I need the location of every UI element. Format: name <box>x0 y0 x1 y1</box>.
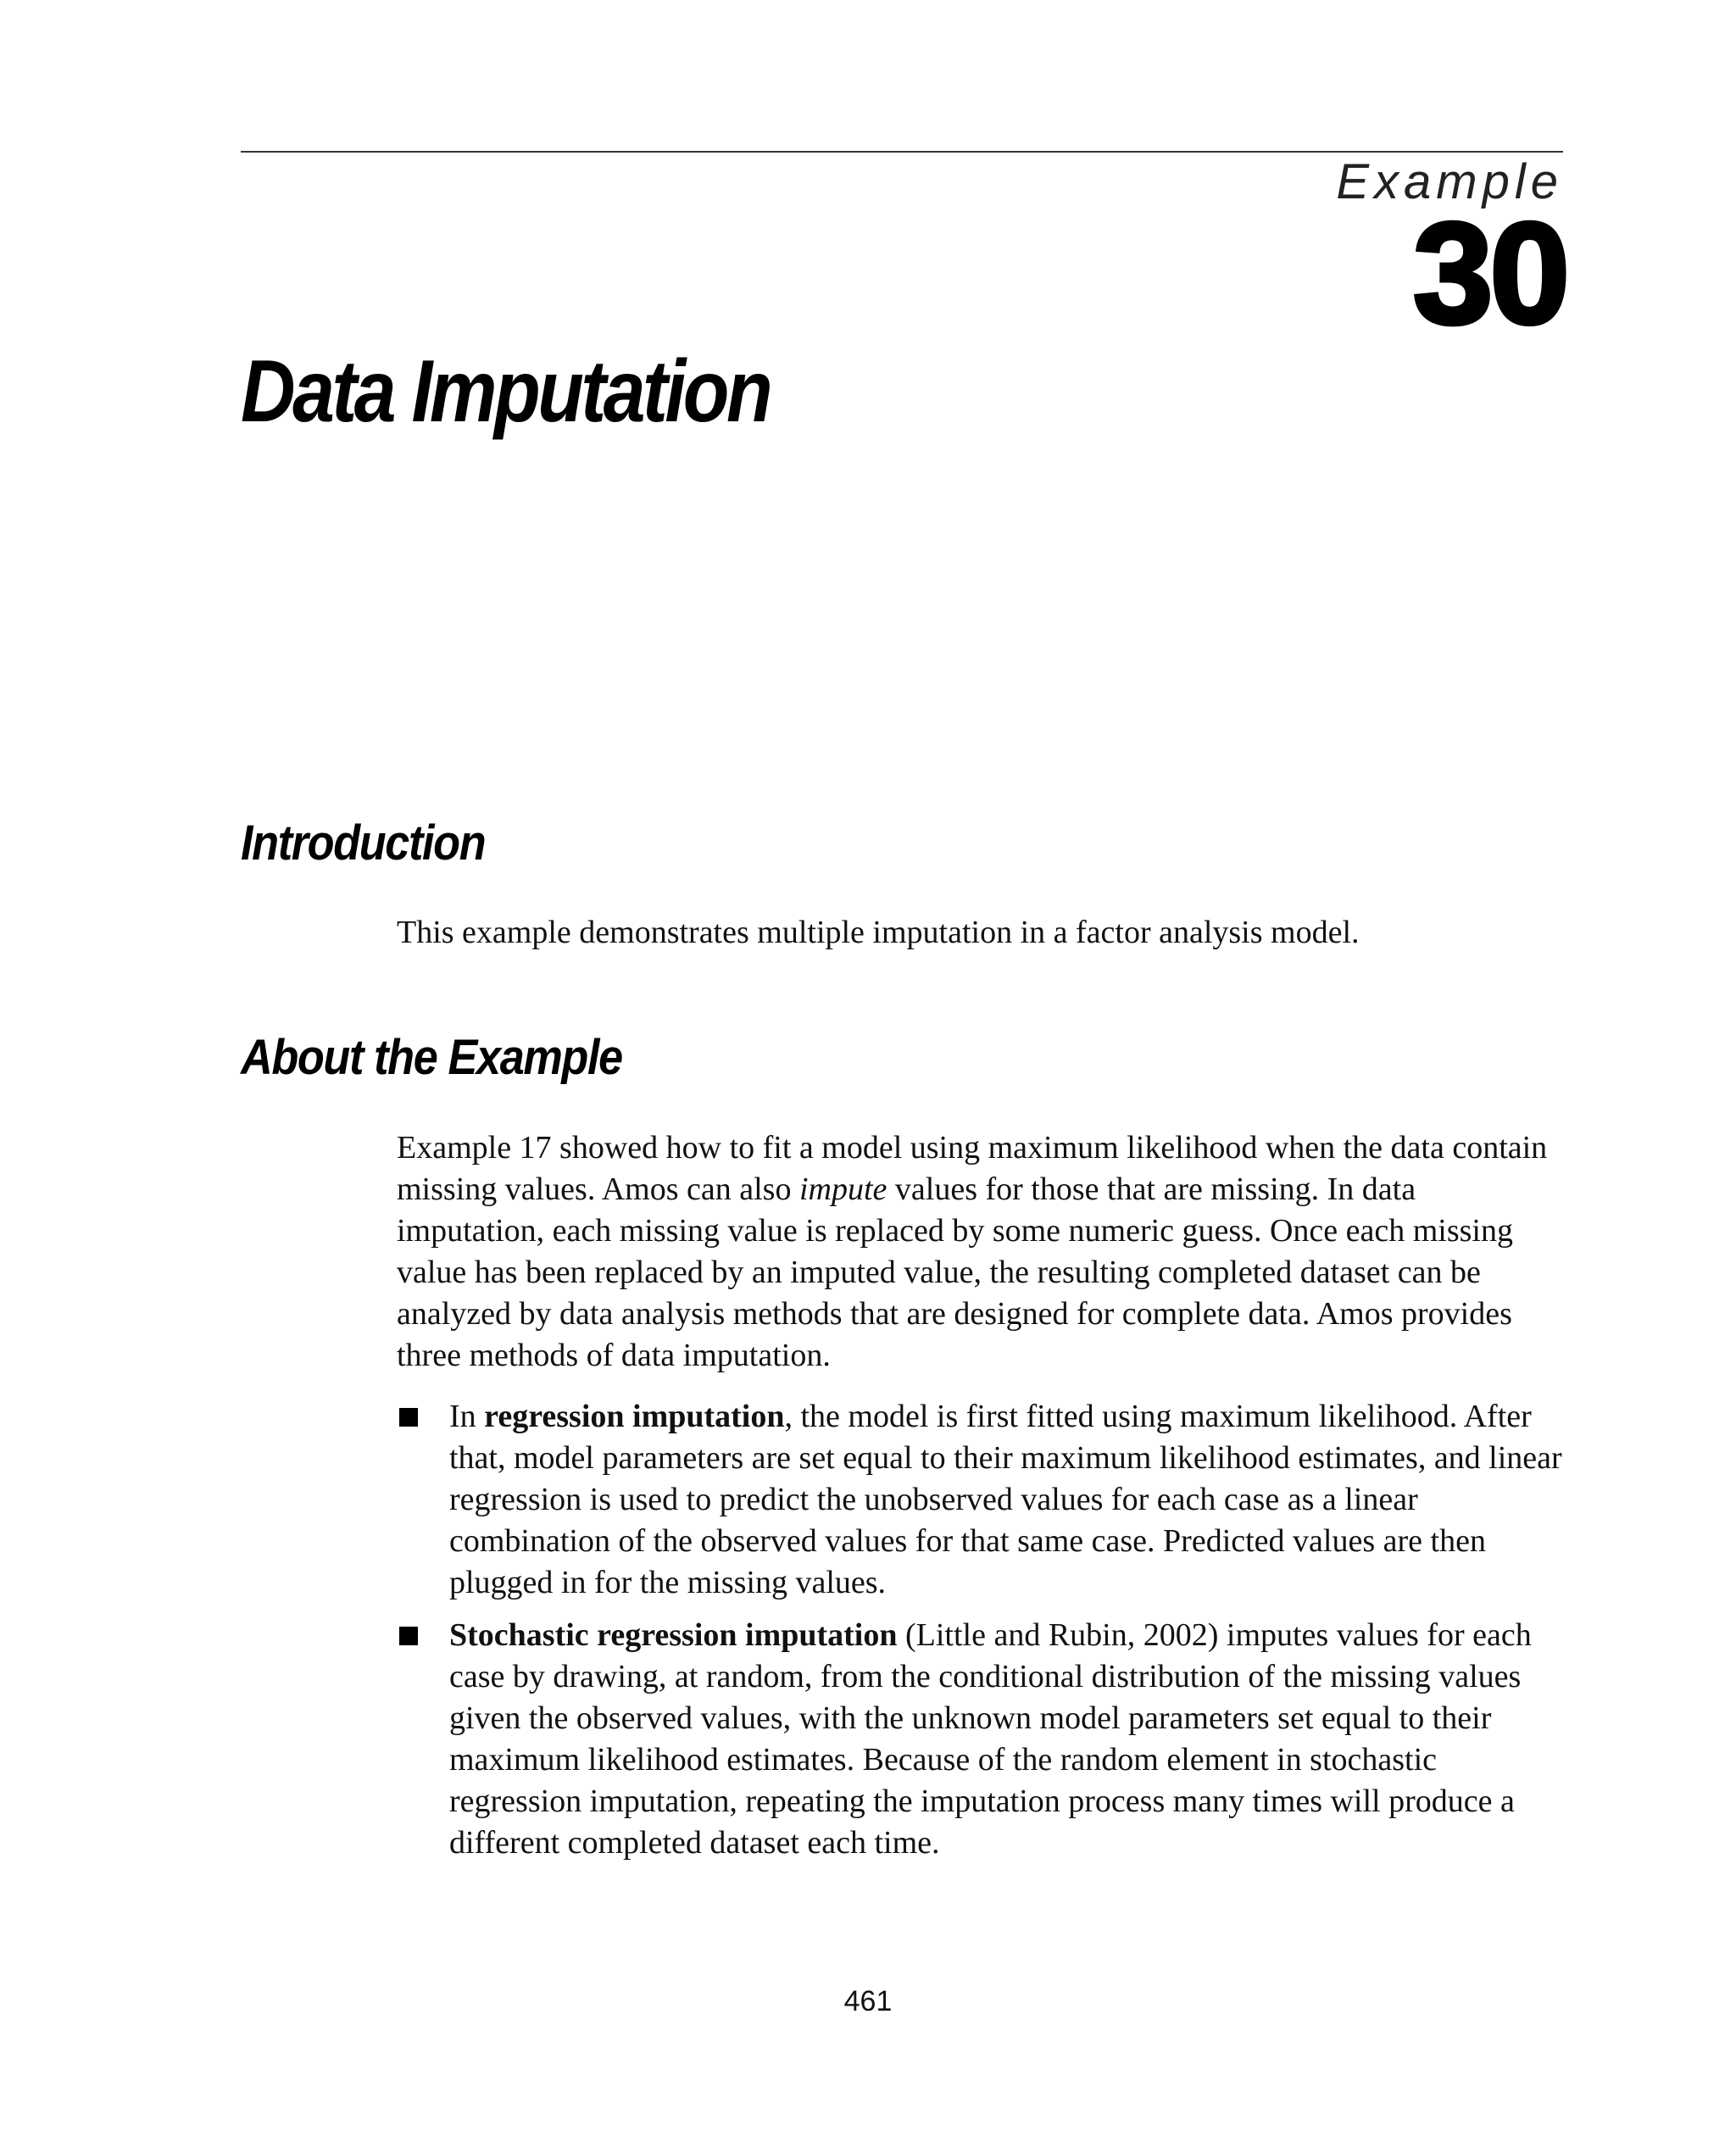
square-bullet-icon <box>399 1627 418 1645</box>
introduction-heading: Introduction <box>241 815 486 871</box>
square-bullet-icon <box>399 1408 418 1427</box>
list-item-term: Stochastic regression imputation <box>449 1617 898 1653</box>
list-item <box>397 1615 1566 1864</box>
about-example-heading: About the Example <box>241 1030 622 1085</box>
introduction-paragraph: This example demonstrates multiple imputation in a factor analysis model. <box>397 915 1360 950</box>
list-item-description: , the model is first fitted using maximum likelihood. After that, model parameters are set equal to their maximum likelihood estimates, and linear regression is used to predict the unobserved values for each case as a linear combination of the observed values for that same case. Predicted values are then plugged in for the missing values. <box>449 1399 1562 1600</box>
list-item-description: (Little and Rubin, 2002) imputes values for each case by drawing, at random, from the conditional distribution of the missing values given the observed values, with the unknown model parameters set equal to their maximum likelihood estimates. Because of the random element in stochastic regression imputation, repeating the imputation process many times will produce a different completed dataset each time. <box>449 1617 1532 1861</box>
example-label: Example <box>1336 154 1563 209</box>
about-paragraph-emphasis: impute <box>798 1171 887 1207</box>
example-number: 30 <box>1412 193 1566 354</box>
list-item <box>397 1396 1566 1604</box>
list-item-text <box>449 1396 1566 1604</box>
chapter-title: Data Imputation <box>241 342 771 441</box>
about-paragraph-text-2: values for those that are missing. In data imputation, each missing value is replaced by some numeric guess. Once each missing value has been replaced by an imputed value, the resulting completed dataset can be analyzed by data analysis methods that are designed for complete data. Amos provides three methods of data imputation. <box>397 1171 1513 1373</box>
list-item-term: regression imputation <box>484 1399 785 1434</box>
about-paragraph-text-1: Example 17 showed how to fit a model using maximum likelihood when the data contain missing values. Amos can also <box>397 1130 1548 1207</box>
page-number: 461 <box>843 1985 893 2017</box>
list-item-text <box>449 1615 1566 1864</box>
top-rule <box>241 151 1563 153</box>
about-example-paragraph <box>397 1127 1566 1377</box>
list-item-lead: In <box>449 1399 485 1434</box>
